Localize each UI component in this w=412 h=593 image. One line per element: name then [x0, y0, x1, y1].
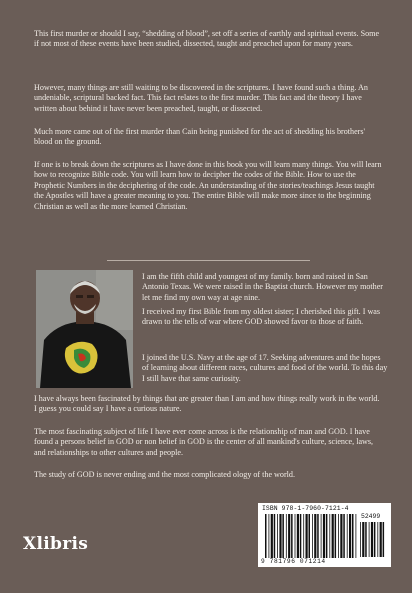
publisher-logo: Xlibris	[23, 534, 89, 554]
isbn-barcode	[258, 503, 391, 567]
author-bio-paragraph-1: I am the fifth child and youngest of my family. born and raised in San Antonio Texas. We were raised in the Baptist church. However my mother let me find my own way at age nine.	[142, 272, 384, 302]
author-bio-paragraph-2: I received my first Bible from my oldest sister; I cherished this gift. I was drawn to the tells of war where GOD showed favor to those of faith.	[142, 307, 381, 327]
author-closing-paragraph-2: The most fascinating subject of life I have ever come across is the relationship of man and GOD. I have found a persons belief in GOD or non belief in GOD is the center of all mankind's culture, science, laws, and relationships to other cultures and people.	[34, 427, 374, 457]
synopsis-paragraph-3: Much more came out of the first murder than Cain being punished for the act of shedding his brothers' blood on the ground.	[34, 127, 365, 147]
ean-digits: 9 781796 071214	[261, 558, 326, 565]
author-closing-paragraph-3: The study of GOD is never ending and the most complicated ology of the world.	[34, 470, 295, 479]
synopsis-paragraph-4: If one is to break down the scriptures as I have done in this book you will learn many things. You will learn how to recognize Bible code. You will learn how to decipher the codes of the Bible. How to use the Prophetic Numbers in the deciphering of the code. An understanding of the stories/teachings Jesus taught the Apostles will have a greater meaning to you. The entire Bible will make more since to the beginning Christian as well as the more learned Christian.	[34, 160, 382, 211]
ean-barcode-bars	[264, 514, 358, 558]
author-bio-paragraph-3: I joined the U.S. Navy at the age of 17. Seeking adventures and the hopes of learning about different races, cultures and food of the world. To this day I still have that same curiosity.	[142, 353, 388, 383]
author-closing-paragraph-1: I have always been fascinated by things that are greater than I am and how things really work in the world. I guess you could say I have a curious nature.	[34, 394, 380, 414]
synopsis-paragraph-2: However, many things are still waiting to be discovered in the scriptures. I have found such a thing. An undeniable, scriptural backed fact. This fact relates to the first murder. This fact and the theory I have written about behind it have never been preached, taught, or dissected.	[34, 83, 368, 113]
synopsis-paragraph-1: This first murder or should I say, “shedding of blood”, set off a series of earthly and spiritual events. Some if not most of these events have been studied, dissected, taught and preached upon for many years.	[34, 29, 380, 49]
price-barcode-bars	[359, 522, 387, 557]
author-photo	[36, 270, 133, 388]
isbn-text: ISBN 978-1-7960-7121-4	[262, 505, 349, 512]
price-code-text: 52499	[361, 513, 381, 520]
section-divider	[107, 260, 310, 261]
